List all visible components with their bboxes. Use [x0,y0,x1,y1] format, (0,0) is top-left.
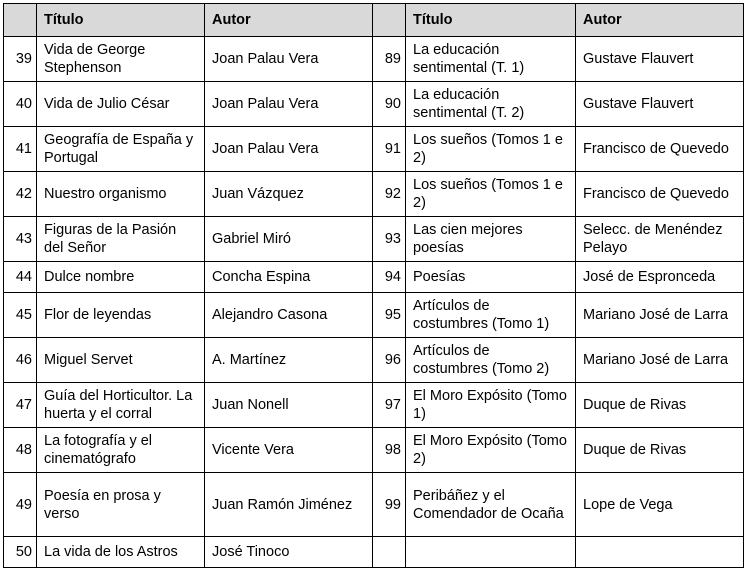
table-row [4,37,744,82]
right-title-cell: El Moro Expósito (Tomo 2) [406,428,576,473]
left-author-cell: Joan Palau Vera [205,37,373,82]
left-number-cell: 50 [4,537,37,568]
header-left-number [4,4,37,37]
left-title-cell: Poesía en prosa y verso [37,473,205,537]
left-author-cell: Juan Vázquez [205,172,373,217]
right-author-cell: Gustave Flauvert [576,37,744,82]
table-row [4,338,744,383]
left-number-cell: 45 [4,293,37,338]
table-row [4,217,744,262]
right-author-cell: Francisco de Quevedo [576,172,744,217]
right-title-cell: La educación sentimental (T. 2) [406,82,576,127]
left-number-cell: 40 [4,82,37,127]
table-row [4,537,744,568]
table-row [4,82,744,127]
header-right-title: Título [406,4,576,37]
left-number-cell: 47 [4,383,37,428]
left-author-cell: Joan Palau Vera [205,82,373,127]
header-right-number [373,4,406,37]
right-title-cell: La educación sentimental (T. 1) [406,37,576,82]
right-author-cell: Mariano José de Larra [576,338,744,383]
right-title-cell: Peribáñez y el Comendador de Ocaña [406,473,576,537]
header-row [4,4,744,37]
left-title-cell: Dulce nombre [37,262,205,293]
left-number-cell: 43 [4,217,37,262]
right-number-cell: 95 [373,293,406,338]
table-row [4,127,744,172]
right-number-cell: 93 [373,217,406,262]
left-author-cell: Joan Palau Vera [205,127,373,172]
right-title-cell: Poesías [406,262,576,293]
right-author-cell: José de Espronceda [576,262,744,293]
left-author-cell: A. Martínez [205,338,373,383]
right-number-cell: 89 [373,37,406,82]
left-number-cell: 48 [4,428,37,473]
left-number-cell: 39 [4,37,37,82]
left-number-cell: 44 [4,262,37,293]
right-title-cell: Los sueños (Tomos 1 e 2) [406,127,576,172]
books-table [3,3,744,568]
left-author-cell: Juan Ramón Jiménez [205,473,373,537]
right-number-cell: 92 [373,172,406,217]
left-author-cell: Alejandro Casona [205,293,373,338]
right-title-cell: Artículos de costumbres (Tomo 1) [406,293,576,338]
left-number-cell: 41 [4,127,37,172]
left-author-cell: Vicente Vera [205,428,373,473]
right-number-cell: 90 [373,82,406,127]
left-title-cell: La fotografía y el cinematógrafo [37,428,205,473]
left-title-cell: Miguel Servet [37,338,205,383]
left-author-cell: Juan Nonell [205,383,373,428]
table-row [4,262,744,293]
right-title-cell: El Moro Expósito (Tomo 1) [406,383,576,428]
right-number-cell: 91 [373,127,406,172]
header-right-author: Autor [576,4,744,37]
header-left-title: Título [37,4,205,37]
right-author-cell: Selecc. de Menéndez Pelayo [576,217,744,262]
right-author-cell: Francisco de Quevedo [576,127,744,172]
right-title-cell: Los sueños (Tomos 1 e 2) [406,172,576,217]
left-title-cell: Vida de George Stephenson [37,37,205,82]
left-title-cell: Geografía de España y Portugal [37,127,205,172]
right-author-cell: Gustave Flauvert [576,82,744,127]
right-number-cell: 96 [373,338,406,383]
table-row [4,383,744,428]
table-row [4,293,744,338]
table-row [4,473,744,537]
left-number-cell: 46 [4,338,37,383]
right-title-cell: Las cien mejores poesías [406,217,576,262]
right-number-cell: 94 [373,262,406,293]
table-row [4,172,744,217]
left-title-cell: Nuestro organismo [37,172,205,217]
left-title-cell: Figuras de la Pasión del Señor [37,217,205,262]
left-title-cell: Vida de Julio César [37,82,205,127]
right-number-cell: 99 [373,473,406,537]
right-number-cell: 97 [373,383,406,428]
left-title-cell: Guía del Horticultor. La huerta y el corral [37,383,205,428]
left-title-cell: La vida de los Astros [37,537,205,568]
right-author-cell: Duque de Rivas [576,428,744,473]
right-number-cell: 98 [373,428,406,473]
right-author-cell: Mariano José de Larra [576,293,744,338]
header-left-author: Autor [205,4,373,37]
right-author-cell: Duque de Rivas [576,383,744,428]
table-row [4,428,744,473]
left-author-cell: Gabriel Miró [205,217,373,262]
right-number-cell [373,537,406,568]
left-author-cell: José Tinoco [205,537,373,568]
right-author-cell: Lope de Vega [576,473,744,537]
left-number-cell: 42 [4,172,37,217]
right-author-cell [576,537,744,568]
right-title-cell [406,537,576,568]
left-title-cell: Flor de leyendas [37,293,205,338]
left-author-cell: Concha Espina [205,262,373,293]
left-number-cell: 49 [4,473,37,537]
right-title-cell: Artículos de costumbres (Tomo 2) [406,338,576,383]
